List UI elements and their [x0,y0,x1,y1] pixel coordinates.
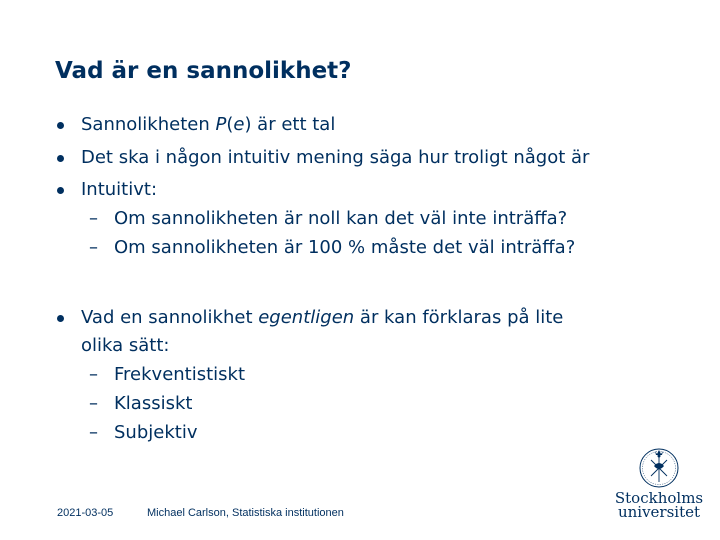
sub-bullet-text: Om sannolikheten är noll kan det väl inte inträffa? [114,208,568,229]
bullet-dot-icon [57,122,64,129]
bullet-dot-icon [57,187,64,194]
bullet-continuation-text: olika sätt: [81,335,170,356]
dash-icon: – [89,422,98,443]
university-logo [611,448,707,522]
bullet-text [81,113,335,137]
sub-bullet-text: Frekventistiskt [114,364,246,385]
footer-date: 2021-03-05 [57,507,114,519]
logo-line-1: Stockholms [614,489,704,507]
text-italic-emphasis: egentligen [258,307,355,328]
text-segment: ) är ett tal [244,114,336,135]
bullet-text: Intuitivt: [81,179,158,200]
text-segment: Sannolikheten [81,114,216,135]
dash-icon: – [89,237,98,258]
bullet-text [81,306,563,330]
text-segment: Vad en sannolikhet [81,307,259,328]
sub-bullet-text: Subjektiv [114,422,198,443]
university-seal-icon [611,448,707,488]
dash-icon: – [89,364,98,385]
text-segment: ( [226,114,234,135]
text-italic-e: e [233,114,245,135]
sub-bullet-text: Om sannolikheten är 100 % måste det väl inträffa? [114,237,576,258]
text-italic-p: P [215,114,227,135]
bullet-dot-icon [57,155,64,162]
logo-line-2: universitet [617,503,701,521]
bullet-text: Det ska i någon intuitiv mening säga hur troligt något är [81,147,590,168]
text-segment: är kan förklaras på lite [354,307,564,328]
bullet-dot-icon [57,315,64,322]
sub-bullet-text: Klassiskt [114,393,193,414]
dash-icon: – [89,208,98,229]
footer-author: Michael Carlson, Statistiska institutionen [147,507,344,519]
dash-icon: – [89,393,98,414]
slide-title: Vad är en sannolikhet? [55,58,352,84]
